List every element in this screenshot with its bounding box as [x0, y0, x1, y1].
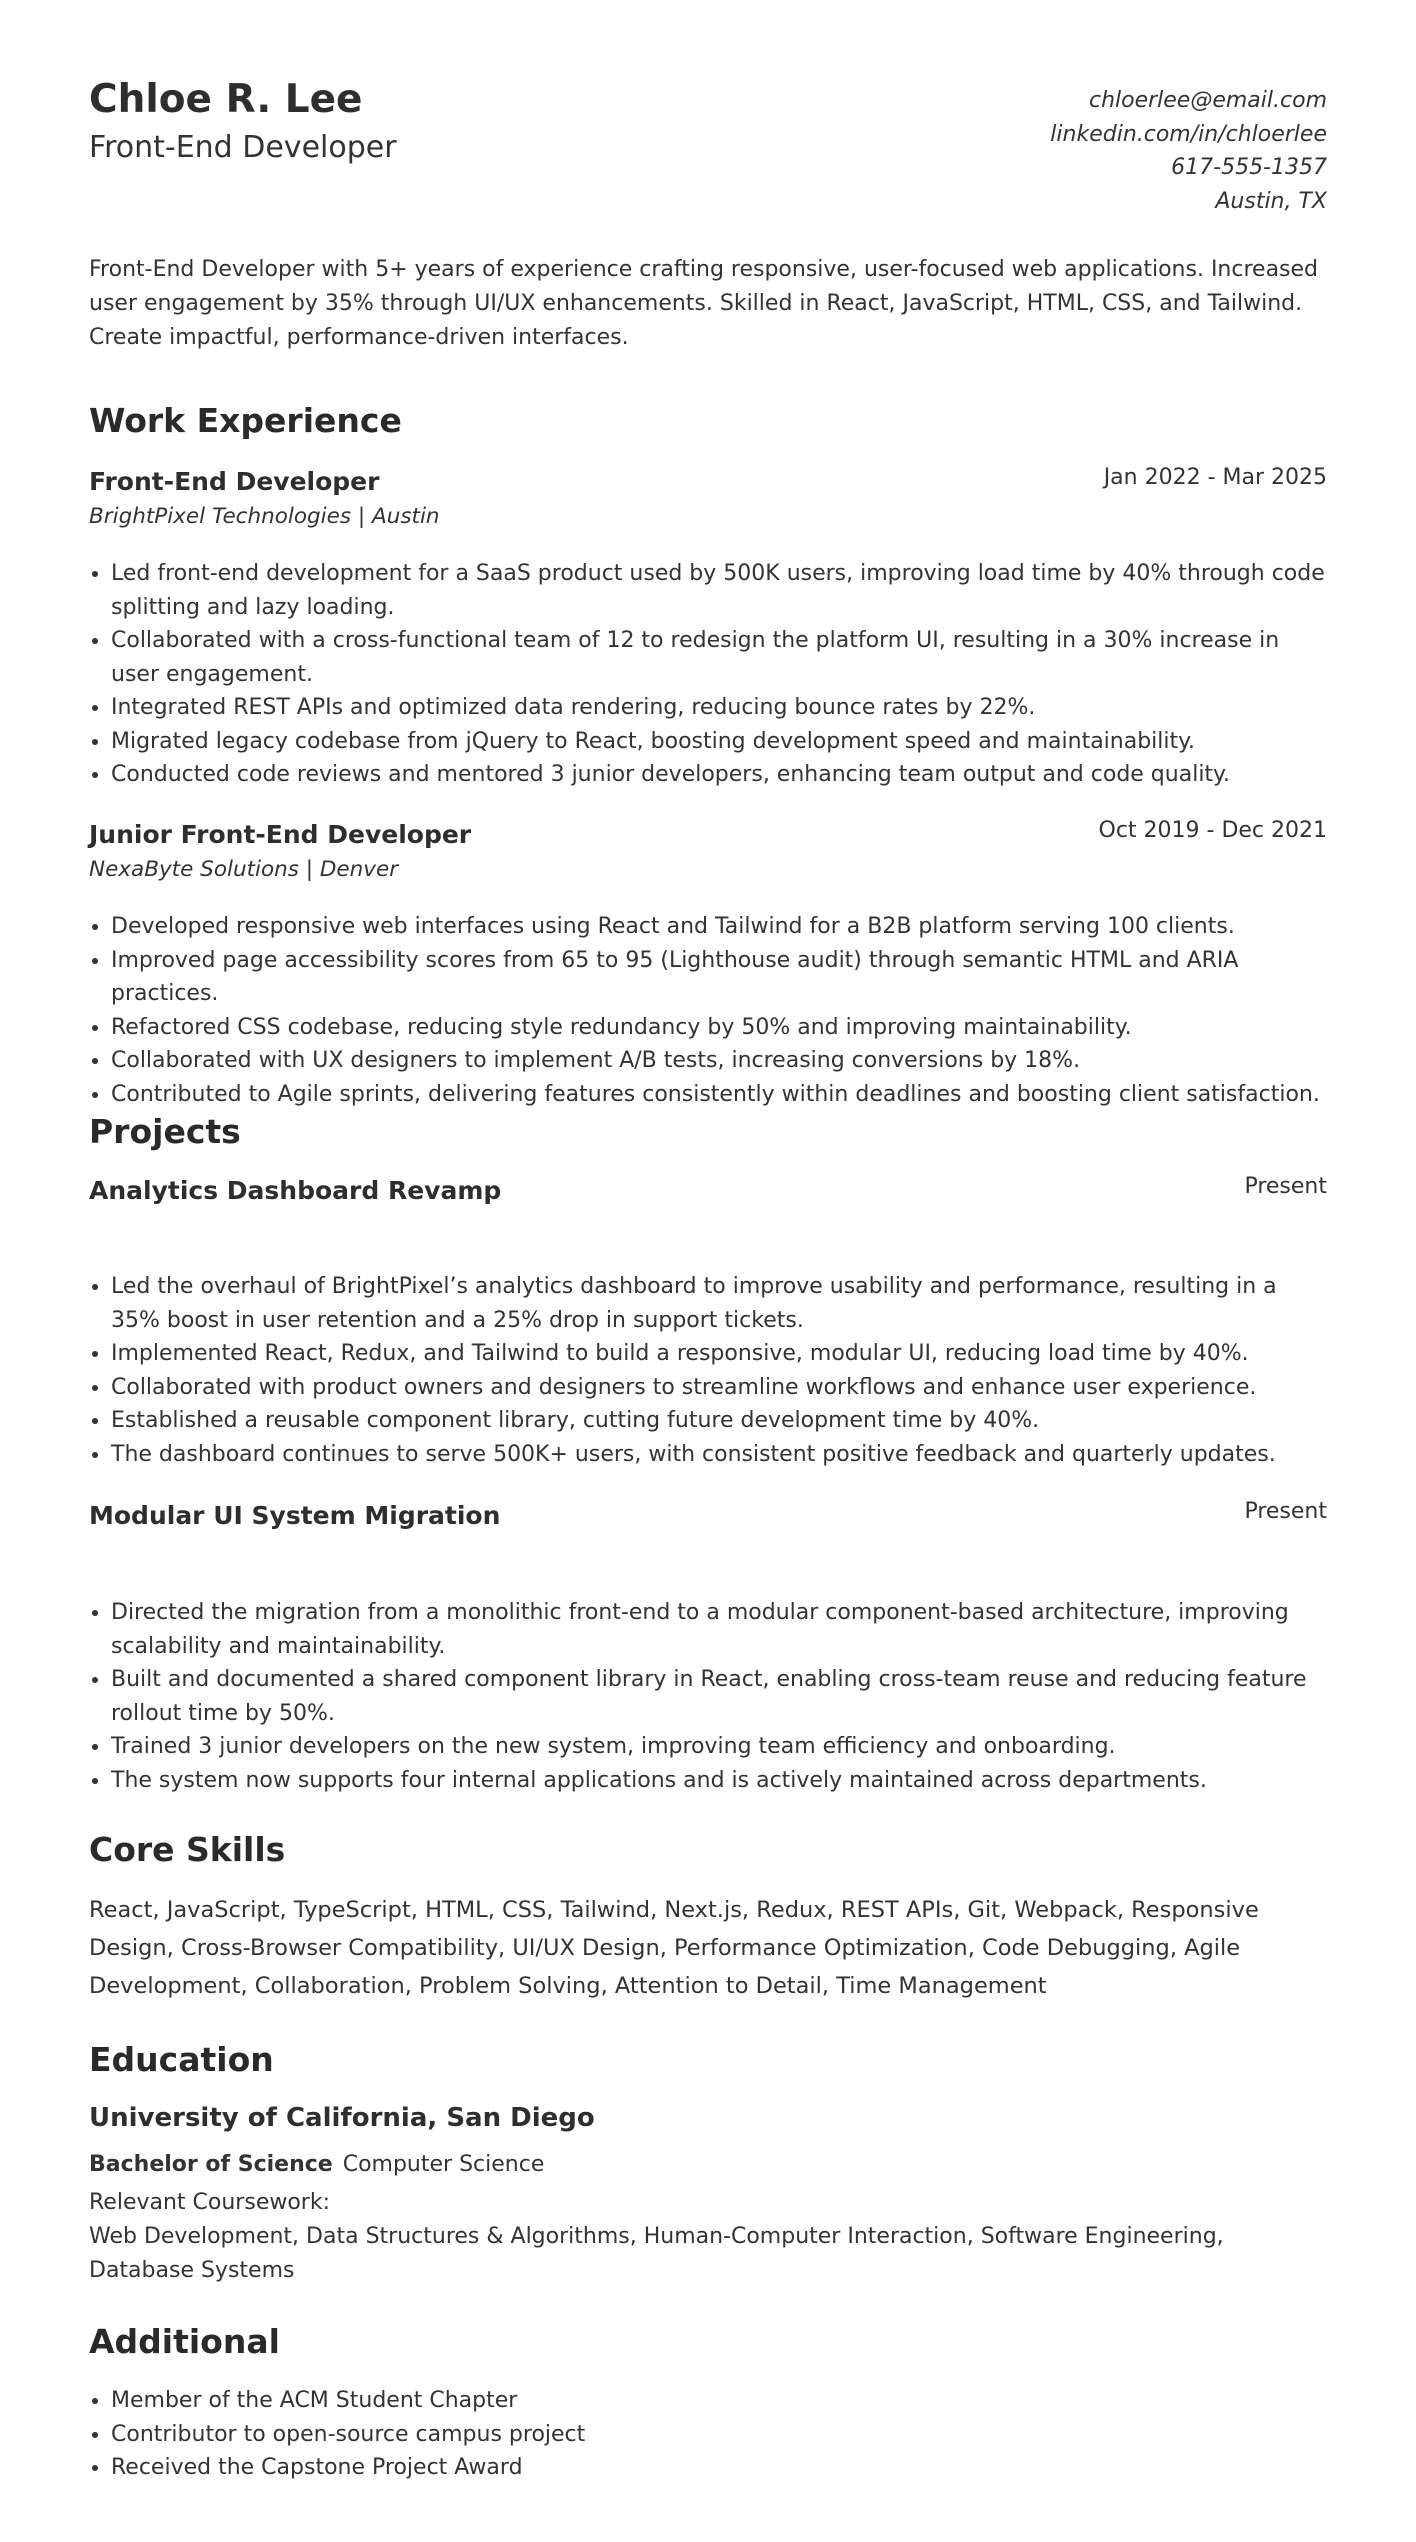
project-bullet-list [89, 1596, 1327, 1797]
section-title-core-skills: Core Skills [89, 1830, 286, 1869]
coursework-list: Web Development, Data Structures & Algorithms, Human-Computer Interaction, Software Engineering, Database Systems [89, 2224, 1224, 2283]
degree-field: Computer Science [342, 2152, 545, 2177]
candidate-role: Front-End Developer [89, 130, 397, 165]
list-item: • The system now supports four internal applications and is actively maintained across departments. [111, 1764, 1327, 1798]
list-item: • Migrated legacy codebase from jQuery to React, boosting development speed and maintainability. [111, 725, 1327, 759]
section-title-education: Education [89, 2040, 274, 2079]
list-item: • Developed responsive web interfaces using React and Tailwind for a B2B platform serving 100 clients. [111, 910, 1327, 944]
list-item: • Built and documented a shared component library in React, enabling cross-team reuse and reducing feature rollout time by 50%. [111, 1663, 1327, 1730]
list-item: • The dashboard continues to serve 500K+ users, with consistent positive feedback and quarterly updates. [111, 1438, 1327, 1472]
section-title-additional: Additional [89, 2322, 280, 2361]
contact-phone: 617-555-1357 [1171, 155, 1327, 180]
project-bullet-list [89, 1270, 1327, 1471]
project-dates: Present [1244, 1499, 1327, 1524]
list-item: • Improved page accessibility scores from 65 to 95 (Lighthouse audit) through semantic HTML and ARIA practices. [111, 944, 1327, 1011]
list-item: • Refactored CSS codebase, reducing style redundancy by 50% and improving maintainability. [111, 1011, 1327, 1045]
degree [89, 2149, 544, 2181]
professional-summary: Front-End Developer with 5+ years of experience crafting responsive, user-focused web applications. Increased user engagement by 35% through UI/UX enhancements. Skilled in React, JavaScript, HTML, CSS, and Tailwind. Create impactful, performance-driven interfaces. [89, 257, 1319, 350]
job-company: BrightPixel Technologies | Austin [89, 504, 440, 529]
project-dates: Present [1244, 1174, 1327, 1199]
skills-list: React, JavaScript, TypeScript, HTML, CSS, Tailwind, Next.js, Redux, REST APIs, Git, Webpack, Responsive Design, Cross-Browser Compatibility, UI/UX Design, Performance Optimization, Code Debugging, Agile Development, Collaboration, Problem Solving, Attention to Detail, Time Management [89, 1897, 1259, 1999]
job-title: Junior Front-End Developer [89, 820, 472, 849]
additional-bullet-list [89, 2384, 1327, 2485]
candidate-name: Chloe R. Lee [89, 77, 363, 122]
contact-linkedin[interactable]: linkedin.com/in/chloerlee [1050, 121, 1327, 147]
list-item: • Collaborated with a cross-functional team of 12 to redesign the platform UI, resulting in a 30% increase in user engagement. [111, 624, 1327, 691]
project-title: Analytics Dashboard Revamp [89, 1176, 502, 1205]
job-company: NexaByte Solutions | Denver [89, 857, 399, 882]
section-title-work-experience: Work Experience [89, 401, 402, 440]
list-item: • Trained 3 junior developers on the new system, improving team efficiency and onboarding. [111, 1730, 1327, 1764]
list-item: • Led the overhaul of BrightPixel’s analytics dashboard to improve usability and performance, resulting in a 35% boost in user retention and a 25% drop in support tickets. [111, 1270, 1327, 1337]
job-bullet-list [89, 557, 1327, 792]
list-item: • Collaborated with product owners and designers to streamline workflows and enhance user experience. [111, 1371, 1327, 1405]
list-item: • Implemented React, Redux, and Tailwind to build a responsive, modular UI, reducing load time by 40%. [111, 1337, 1327, 1371]
list-item: • Led front-end development for a SaaS product used by 500K users, improving load time by 40% through code splitting and lazy loading. [111, 557, 1327, 624]
list-item: • Directed the migration from a monolithic front-end to a modular component-based architecture, improving scalability and maintainability. [111, 1596, 1327, 1663]
contact-email[interactable]: chloerlee@email.com [1088, 88, 1327, 113]
contact-block [1050, 84, 1327, 218]
project-title: Modular UI System Migration [89, 1501, 501, 1530]
job-title: Front-End Developer [89, 467, 380, 496]
resume-header [89, 74, 1327, 224]
list-item: • Contributed to Agile sprints, delivering features consistently within deadlines and boosting client satisfaction. [111, 1078, 1327, 1112]
section-title-projects: Projects [89, 1112, 241, 1151]
job-dates: Jan 2022 - Mar 2025 [1103, 465, 1327, 490]
list-item: • Received the Capstone Project Award [111, 2451, 1327, 2485]
list-item: • Integrated REST APIs and optimized data rendering, reducing bounce rates by 22%. [111, 691, 1327, 725]
job-dates: Oct 2019 - Dec 2021 [1098, 818, 1327, 843]
list-item: • Conducted code reviews and mentored 3 junior developers, enhancing team output and code quality. [111, 758, 1327, 792]
contact-location: Austin, TX [1215, 188, 1327, 214]
list-item: • Member of the ACM Student Chapter [111, 2384, 1327, 2418]
list-item: • Contributor to open-source campus project [111, 2418, 1327, 2452]
degree-type: Bachelor of Science [89, 2152, 333, 2177]
job-bullet-list [89, 910, 1327, 1111]
list-item: • Collaborated with UX designers to implement A/B tests, increasing conversions by 18%. [111, 1044, 1327, 1078]
school-name: University of California, San Diego [89, 2103, 595, 2133]
list-item: • Established a reusable component library, cutting future development time by 40%. [111, 1404, 1327, 1438]
coursework-label: Relevant Coursework: [89, 2190, 331, 2215]
